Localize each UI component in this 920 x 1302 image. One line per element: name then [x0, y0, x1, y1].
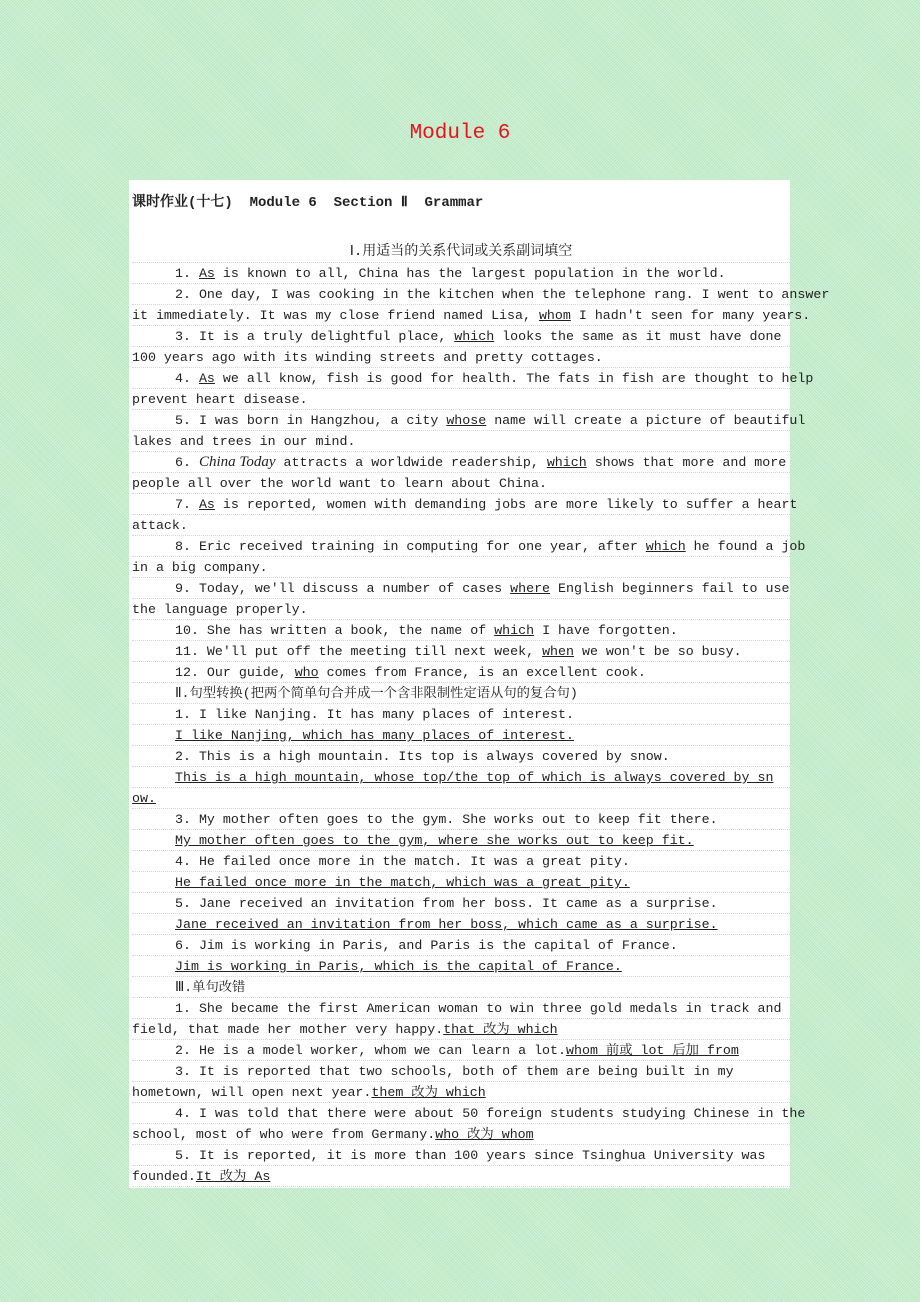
answer-text: which: [494, 623, 535, 638]
text-line: [132, 1019, 790, 1040]
text-line: [132, 935, 790, 956]
text-segment: 3. It is a truly delightful place,: [175, 329, 455, 344]
text-segment: attracts a worldwide readership,: [275, 455, 547, 470]
text-line: [132, 893, 790, 914]
answer-text: which: [546, 455, 587, 470]
text-line: [132, 389, 790, 410]
text-segment: 2. He is a model worker, whom we can learn a lot.: [175, 1043, 566, 1058]
text-segment: 6. Jim is working in Paris, and Paris is the capital of France.: [175, 938, 678, 953]
text-line: [132, 1166, 790, 1187]
exercise-body: [132, 242, 830, 1187]
text-segment: 4. I was told that there were about 50 foreign students studying Chinese in the: [175, 1106, 806, 1121]
text-line: [132, 515, 790, 536]
text-segment: hometown, will open next year.: [132, 1085, 372, 1100]
text-segment: he found a job: [685, 539, 806, 554]
text-segment: 8. Eric received training in computing for one year, after: [175, 539, 646, 554]
text-line: [132, 431, 790, 452]
answer-text: I like Nanjing, which has many places of interest.: [175, 728, 574, 743]
text-line: [132, 368, 814, 389]
text-segment: shows that more and more: [586, 455, 787, 470]
answer-text: Jim is working in Paris, which is the capital of France.: [175, 959, 622, 974]
answer-text: whom: [538, 308, 571, 323]
answer-text: whom 前或 lot 后加 from: [566, 1043, 739, 1058]
answer-text: that 改为 which: [443, 1022, 558, 1037]
answer-text: where: [510, 581, 551, 596]
text-line: [132, 578, 790, 599]
text-line: [132, 536, 806, 557]
answer-text: which: [454, 329, 495, 344]
text-line: [132, 1061, 790, 1082]
text-segment: lakes and trees in our mind.: [132, 434, 356, 449]
text-segment: 5. Jane received an invitation from her boss. It came as a surprise.: [175, 896, 718, 911]
text-segment: is reported, women with demanding jobs are more likely to suffer a heart: [214, 497, 798, 512]
text-line: [132, 410, 806, 431]
answer-text: them 改为 which: [371, 1085, 486, 1100]
text-line: [132, 557, 790, 578]
answer-text: Jane received an invitation from her boss, which came as a surprise.: [175, 917, 718, 932]
text-segment: 100 years ago with its winding streets and pretty cottages.: [132, 350, 603, 365]
text-segment: in a big company.: [132, 560, 268, 575]
text-segment: we won't be so busy.: [573, 644, 742, 659]
text-segment: 3. It is reported that two schools, both of them are being built in my: [175, 1064, 734, 1079]
text-line: [132, 494, 798, 515]
text-segment: looks the same as it must have done: [494, 329, 782, 344]
text-line: [132, 1082, 790, 1103]
text-line: [132, 809, 790, 830]
answer-text: As: [198, 371, 215, 386]
text-segment: Ⅲ.单句改错: [175, 980, 246, 995]
text-line: [132, 284, 830, 305]
text-line: [132, 704, 790, 725]
answer-text: As: [198, 266, 215, 281]
answer-text: which: [645, 539, 686, 554]
text-segment: 2. This is a high mountain. Its top is always covered by snow.: [175, 749, 670, 764]
text-line: [132, 263, 790, 284]
text-segment: prevent heart disease.: [132, 392, 308, 407]
section-header: 课时作业(十七) Module 6 Section Ⅱ Grammar: [132, 195, 484, 211]
answer-text: who: [294, 665, 319, 680]
text-segment: comes from France, is an excellent cook.: [318, 665, 646, 680]
text-segment: 2. One day, I was cooking in the kitchen when the telephone rang. I went to answer: [175, 287, 830, 302]
text-segment: is known to all, China has the largest population in the world.: [214, 266, 726, 281]
text-line: [132, 305, 811, 326]
section-heading: [132, 242, 790, 263]
answer-text: ow.: [132, 791, 156, 806]
answer-text: when: [542, 644, 574, 659]
text-segment: Ⅱ.句型转换(把两个简单句合并成一个含非限制性定语从句的复合句): [175, 686, 578, 701]
text-segment: 5. It is reported, it is more than 100 years since Tsinghua University was: [175, 1148, 766, 1163]
text-segment: 4.: [175, 371, 199, 386]
text-line: [132, 998, 790, 1019]
text-segment: 11. We'll put off the meeting till next week,: [175, 644, 543, 659]
text-segment: 1. She became the first American woman to win three gold medals in track and: [175, 1001, 782, 1016]
text-segment: 4. He failed once more in the match. It was a great pity.: [175, 854, 630, 869]
text-segment: 1. I like Nanjing. It has many places of interest.: [175, 707, 574, 722]
text-line: [132, 1124, 790, 1145]
text-segment: name will create a picture of beautiful: [486, 413, 806, 428]
text-line: [132, 872, 790, 893]
text-segment: 7.: [175, 497, 199, 512]
text-segment: 1.: [175, 266, 199, 281]
text-segment: 12. Our guide,: [175, 665, 295, 680]
text-line: [132, 977, 790, 998]
answer-text: As: [198, 497, 215, 512]
text-segment: English beginners fail to use: [550, 581, 790, 596]
answer-text: who 改为 whom: [435, 1127, 534, 1142]
text-line: [132, 956, 790, 977]
text-line: [132, 1040, 790, 1061]
text-line: [132, 347, 790, 368]
text-segment: I hadn't seen for many years.: [570, 308, 811, 323]
text-segment: founded.: [132, 1169, 196, 1184]
text-segment: the language properly.: [132, 602, 308, 617]
text-line: [132, 1145, 790, 1166]
text-segment: 6.: [175, 455, 199, 470]
text-line: [132, 641, 790, 662]
answer-text: whose: [446, 413, 487, 428]
text-line: [132, 473, 790, 494]
text-segment: school, most of who were from Germany.: [132, 1127, 436, 1142]
italic-title: China Today: [198, 454, 276, 470]
text-segment: I have forgotten.: [534, 623, 678, 638]
document-title: Module 6: [409, 122, 511, 145]
answer-text: It 改为 As: [195, 1169, 271, 1184]
text-segment: 3. My mother often goes to the gym. She works out to keep fit there.: [175, 812, 718, 827]
text-line: [132, 326, 790, 347]
answer-text: My mother often goes to the gym, where she works out to keep fit.: [175, 833, 694, 848]
text-segment: 10. She has written a book, the name of: [175, 623, 495, 638]
text-line: [132, 851, 790, 872]
answer-text: This is a high mountain, whose top/the top of which is always covered by sn: [175, 770, 774, 785]
text-segment: it immediately. It was my close friend named Lisa,: [132, 308, 539, 323]
text-segment: 5. I was born in Hangzhou, a city: [175, 413, 447, 428]
text-line: [132, 746, 790, 767]
text-line: [132, 767, 790, 788]
text-line: [132, 599, 790, 620]
text-line: [132, 830, 790, 851]
text-line: [132, 788, 790, 809]
answer-text: He failed once more in the match, which was a great pity.: [175, 875, 630, 890]
text-segment: field, that made her mother very happy.: [132, 1022, 444, 1037]
text-line: [132, 452, 790, 473]
text-segment: Ⅰ.用适当的关系代词或关系副词填空: [349, 244, 573, 260]
text-segment: we all know, fish is good for health. The fats in fish are thought to help: [214, 371, 814, 386]
text-line: [132, 683, 790, 704]
text-line: [132, 725, 790, 746]
text-line: [132, 620, 790, 641]
text-line: [132, 914, 790, 935]
text-line: [132, 662, 790, 683]
text-line: [132, 1103, 806, 1124]
text-segment: people all over the world want to learn about China.: [132, 476, 547, 491]
text-segment: 9. Today, we'll discuss a number of cases: [175, 581, 511, 596]
text-segment: attack.: [132, 518, 188, 533]
